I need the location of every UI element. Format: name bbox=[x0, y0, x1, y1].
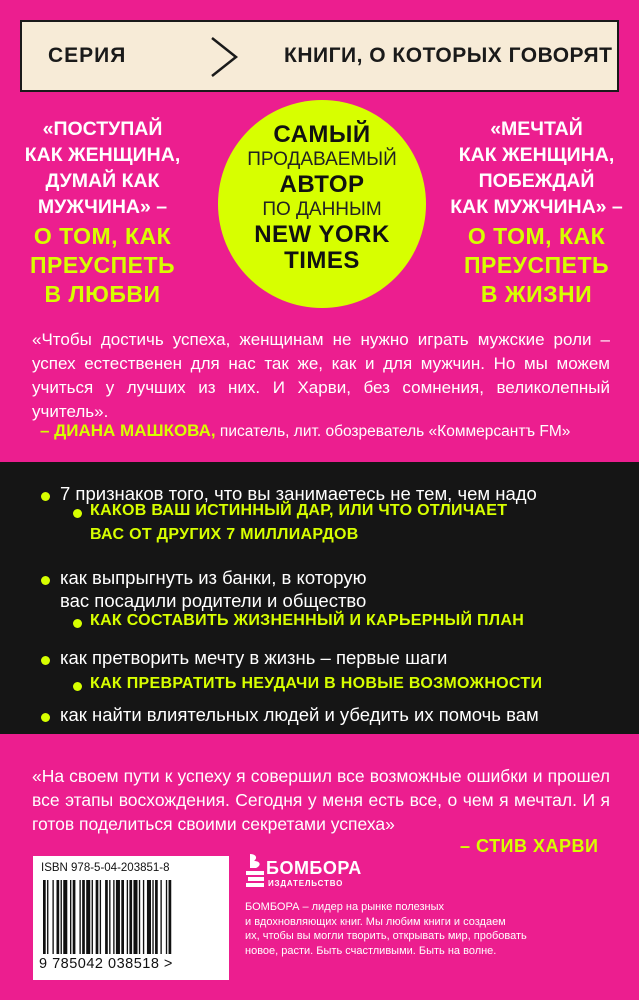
bullet-subitem: КАК ПРЕВРАТИТЬ НЕУДАЧИ В НОВЫЕ ВОЗМОЖНОСТИ bbox=[90, 675, 543, 692]
right-column bbox=[444, 116, 629, 309]
badge-line-5: NEW YORK bbox=[254, 221, 390, 248]
bullet-item: 7 признаков того, что вы занимаетесь не тем, чем надо bbox=[60, 483, 537, 504]
testimonial-role: писатель, лит. обозреватель «Коммерсантъ FM» bbox=[215, 423, 571, 440]
bullet-subitem: КАКОВ ВАШ ИСТИННЫЙ ДАР, ИЛИ ЧТО ОТЛИЧАЕТ ВАС ОТ ДРУГИХ 7 МИЛЛИАРДОВ bbox=[90, 502, 508, 543]
bullet-item: как претворить мечту в жизнь – первые шаги bbox=[60, 647, 448, 668]
chevron-right-icon bbox=[204, 34, 244, 80]
barcode-digits: 9 785042 038518 > bbox=[39, 956, 173, 972]
series-label: СЕРИЯ bbox=[48, 44, 127, 67]
publisher-logo-icon bbox=[244, 852, 266, 892]
author-signature: – СТИВ ХАРВИ bbox=[460, 836, 599, 856]
bullet-dot bbox=[73, 509, 82, 518]
right-topic: О ТОМ, КАК ПРЕУСПЕТЬ В ЖИЗНИ bbox=[463, 223, 610, 307]
bullet-dot bbox=[41, 576, 50, 585]
barcode-icon bbox=[41, 880, 221, 956]
series-bar bbox=[20, 20, 619, 92]
badge-line-6: TIMES bbox=[284, 247, 360, 274]
barcode-panel bbox=[33, 856, 229, 980]
badge-line-3: АВТОР bbox=[279, 171, 365, 198]
publisher-subtitle: ИЗДАТЕЛЬСТВО bbox=[268, 879, 344, 888]
testimonial-attribution bbox=[40, 421, 610, 441]
bullet-item: как выпрыгнуть из банки, в которую вас посадили родители и общество bbox=[60, 567, 367, 611]
bullet-subitem: КАК СОСТАВИТЬ ЖИЗНЕННЫЙ И КАРЬЕРНЫЙ ПЛАН bbox=[90, 612, 525, 629]
bullet-dot bbox=[73, 682, 82, 691]
badge-line-1: САМЫЙ bbox=[273, 121, 371, 148]
author-quote: «На своем пути к успеху я совершил все возможные ошибки и прошел все этапы восхождения. Сегодня у меня есть все, о чем я мечтал. И я готов поделиться своими секретами успеха» bbox=[32, 766, 610, 834]
testimonial-text: «Чтобы достичь успеха, женщинам не нужно играть мужские роли – успех естественен для нас так же, как и для мужчин. Но мы можем учиться у лучших из них. И Харви, без сомнения, великолепный учитель». bbox=[32, 330, 610, 421]
badge-line-2: ПРОДАВАЕМЫЙ bbox=[247, 149, 397, 170]
isbn-number: ISBN 978-5-04-203851-8 bbox=[41, 862, 170, 874]
publisher-name: БОМБОРА bbox=[266, 858, 362, 878]
left-topic: О ТОМ, КАК ПРЕУСПЕТЬ В ЛЮБВИ bbox=[29, 223, 176, 307]
left-quote: «ПОСТУПАЙ КАК ЖЕНЩИНА, ДУМАЙ КАК МУЖЧИНА» – bbox=[24, 118, 181, 218]
badge-line-4: ПО ДАННЫМ bbox=[262, 199, 382, 220]
bullet-box bbox=[0, 462, 639, 734]
publisher-description: БОМБОРА – лидер на рынке полезных и вдохновляющих книг. Мы любим книги и создаем их, чтобы вы могли творить, открывать мир, пробовать новое, расти. Быть счастливыми. Быть на волне. bbox=[245, 901, 527, 957]
bullet-item: как найти влиятельных людей и убедить их помочь вам bbox=[60, 704, 539, 725]
bestseller-badge bbox=[218, 100, 426, 308]
right-quote: «МЕЧТАЙ КАК ЖЕНЩИНА, ПОБЕЖДАЙ КАК МУЖЧИНА» – bbox=[450, 118, 623, 218]
left-column bbox=[10, 116, 195, 309]
bullet-dot bbox=[73, 619, 82, 628]
bullet-dot bbox=[41, 713, 50, 722]
bullet-dot bbox=[41, 656, 50, 665]
series-name: КНИГИ, О КОТОРЫХ ГОВОРЯТ bbox=[284, 44, 613, 67]
testimonial-author: – ДИАНА МАШКОВА, bbox=[40, 421, 216, 440]
bullet-dot bbox=[41, 492, 50, 501]
